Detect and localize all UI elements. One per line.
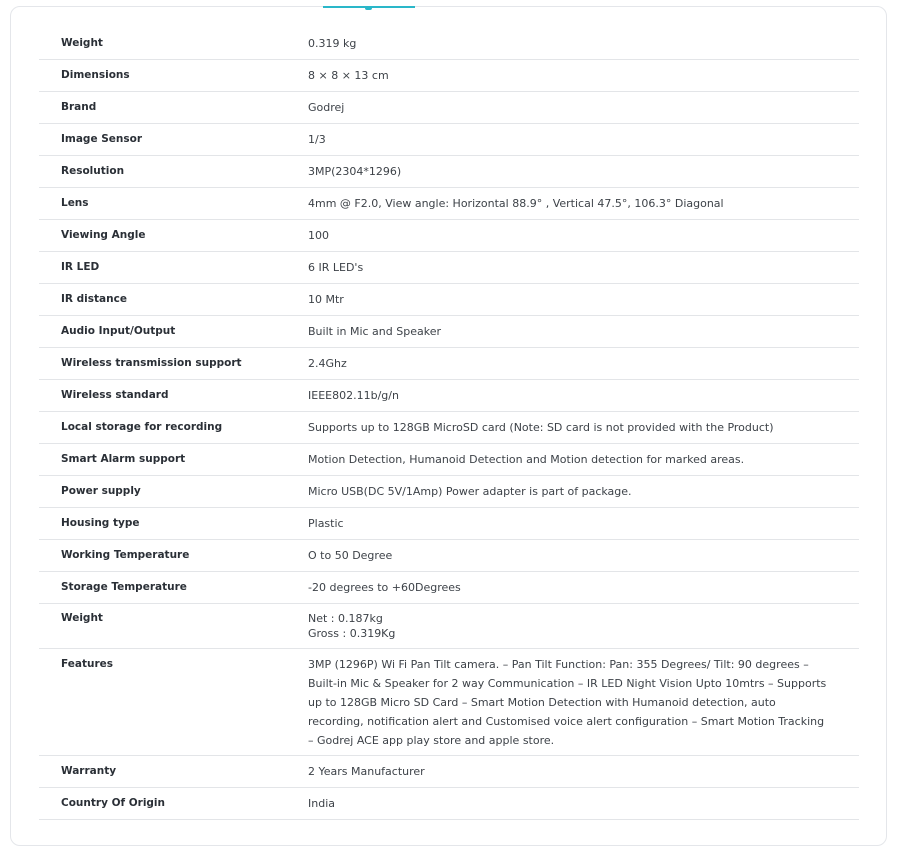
spec-label: Country Of Origin xyxy=(39,788,286,820)
spec-label: Warranty xyxy=(39,756,286,788)
spec-label: Viewing Angle xyxy=(39,220,286,252)
spec-row-storage-temperature xyxy=(39,572,859,604)
spec-value xyxy=(286,604,859,649)
spec-label: IR distance xyxy=(39,284,286,316)
spec-value: IEEE802.11b/g/n xyxy=(286,380,859,412)
tab-indicator-notch xyxy=(365,6,372,10)
spec-label: Smart Alarm support xyxy=(39,444,286,476)
spec-value: Godrej xyxy=(286,92,859,124)
spec-label: Wireless standard xyxy=(39,380,286,412)
spec-label: Working Temperature xyxy=(39,540,286,572)
spec-row-wireless-transmission xyxy=(39,348,859,380)
spec-value: 8 × 8 × 13 cm xyxy=(286,60,859,92)
spec-row-smart-alarm xyxy=(39,444,859,476)
spec-value: 10 Mtr xyxy=(286,284,859,316)
spec-label: Features xyxy=(39,649,286,756)
spec-label: Local storage for recording xyxy=(39,412,286,444)
spec-label: Resolution xyxy=(39,156,286,188)
spec-label: Lens xyxy=(39,188,286,220)
spec-row-brand xyxy=(39,92,859,124)
spec-value: 0.319 kg xyxy=(286,28,859,60)
spec-value: 6 IR LED's xyxy=(286,252,859,284)
spec-label: Wireless transmission support xyxy=(39,348,286,380)
spec-row-working-temperature xyxy=(39,540,859,572)
spec-row-weight-detail xyxy=(39,604,859,649)
spec-value: 4mm @ F2.0, View angle: Horizontal 88.9° , Vertical 47.5°, 106.3° Diagonal xyxy=(286,188,859,220)
spec-label: IR LED xyxy=(39,252,286,284)
spec-label: Power supply xyxy=(39,476,286,508)
gross-weight: Gross : 0.319Kg xyxy=(308,627,396,640)
spec-value: 1/3 xyxy=(286,124,859,156)
spec-row-lens xyxy=(39,188,859,220)
spec-value: Built in Mic and Speaker xyxy=(286,316,859,348)
spec-value: 2.4Ghz xyxy=(286,348,859,380)
spec-row-housing-type xyxy=(39,508,859,540)
specifications-table xyxy=(39,28,859,820)
spec-row-warranty xyxy=(39,756,859,788)
spec-value: 3MP (1296P) Wi Fi Pan Tilt camera. – Pan Tilt Function: Pan: 355 Degrees/ Tilt: 90 degrees – Built-in Mic & Speaker for 2 way Communication – IR LED Night Vision Upto 10mtrs – Supports up to 128GB Micro SD Card – Smart Motion Detection with Humanoid detection, auto recording, notification alert and Customised voice alert configuration – Smart Motion Tracking – Godrej ACE app play store and apple store. xyxy=(286,649,859,756)
spec-row-country-of-origin xyxy=(39,788,859,820)
spec-label: Weight xyxy=(39,604,286,649)
spec-label: Brand xyxy=(39,92,286,124)
spec-row-dimensions xyxy=(39,60,859,92)
spec-row-power-supply xyxy=(39,476,859,508)
spec-label: Dimensions xyxy=(39,60,286,92)
spec-label: Weight xyxy=(39,28,286,60)
spec-value: Plastic xyxy=(286,508,859,540)
spec-row-weight xyxy=(39,28,859,60)
spec-label: Audio Input/Output xyxy=(39,316,286,348)
spec-value: 2 Years Manufacturer xyxy=(286,756,859,788)
spec-row-wireless-standard xyxy=(39,380,859,412)
spec-label: Housing type xyxy=(39,508,286,540)
spec-value: India xyxy=(286,788,859,820)
spec-row-local-storage xyxy=(39,412,859,444)
spec-row-ir-led xyxy=(39,252,859,284)
spec-value: Micro USB(DC 5V/1Amp) Power adapter is part of package. xyxy=(286,476,859,508)
spec-value: 100 xyxy=(286,220,859,252)
spec-row-ir-distance xyxy=(39,284,859,316)
spec-value: Motion Detection, Humanoid Detection and Motion detection for marked areas. xyxy=(286,444,859,476)
spec-value: -20 degrees to +60Degrees xyxy=(286,572,859,604)
spec-row-image-sensor xyxy=(39,124,859,156)
spec-row-viewing-angle xyxy=(39,220,859,252)
spec-row-audio xyxy=(39,316,859,348)
net-weight: Net : 0.187kg xyxy=(308,612,383,625)
spec-value: 3MP(2304*1296) xyxy=(286,156,859,188)
spec-row-features xyxy=(39,649,859,756)
spec-value: O to 50 Degree xyxy=(286,540,859,572)
spec-label: Image Sensor xyxy=(39,124,286,156)
spec-row-resolution xyxy=(39,156,859,188)
spec-value: Supports up to 128GB MicroSD card (Note: SD card is not provided with the Product) xyxy=(286,412,859,444)
spec-label: Storage Temperature xyxy=(39,572,286,604)
